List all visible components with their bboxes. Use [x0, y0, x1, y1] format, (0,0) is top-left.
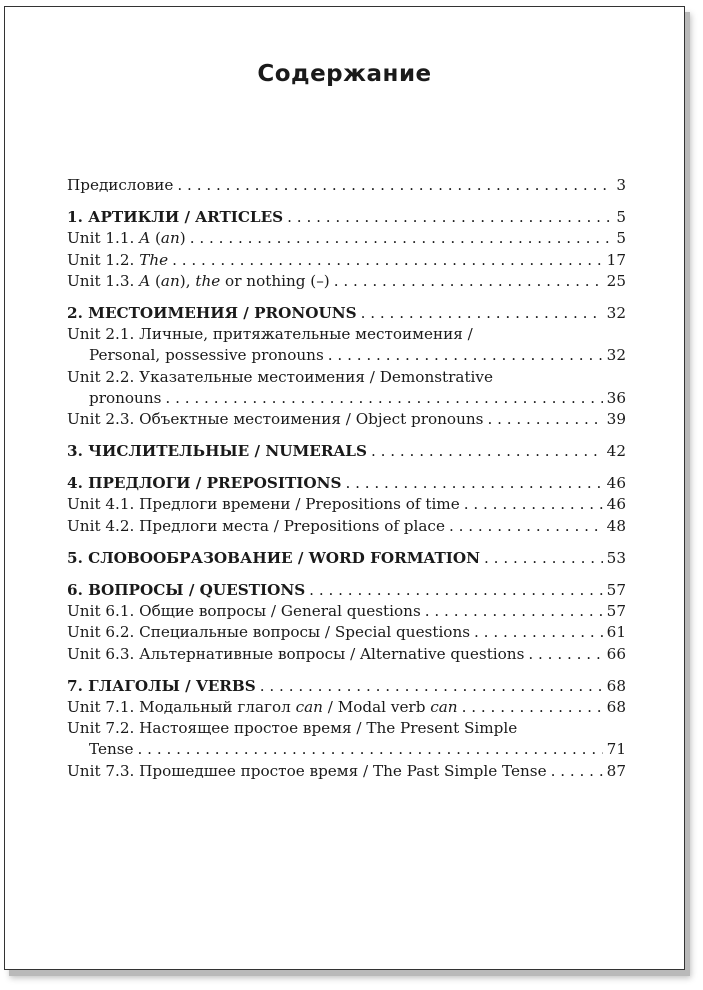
dot-leader	[165, 388, 602, 409]
toc-entry-continuation[interactable]	[67, 739, 626, 760]
toc-page-number: 3	[616, 176, 626, 194]
toc-chapter[interactable]	[67, 676, 626, 697]
toc-entry-label: Unit 1.2. The	[67, 250, 169, 269]
dot-leader	[484, 548, 603, 569]
toc-entry[interactable]	[67, 644, 626, 665]
toc-page-number: 57	[606, 602, 626, 621]
dot-leader	[260, 676, 603, 697]
toc-entry-label: Unit 2.2. Указательные местоимения / Demonstrative	[67, 367, 493, 386]
dot-leader	[474, 622, 603, 643]
toc-chapter-label: 7. ГЛАГОЛЫ / VERBS	[67, 676, 256, 695]
dot-leader	[190, 228, 613, 249]
toc-chapter-label: 1. АРТИКЛИ / ARTICLES	[67, 208, 284, 227]
toc-chapter[interactable]	[67, 441, 626, 462]
toc-entry-label: Unit 4.1. Предлоги времени / Prepositions of time	[67, 495, 460, 514]
toc-entry-line[interactable]	[67, 324, 626, 345]
dot-leader	[449, 516, 603, 537]
toc-page-number: 5	[616, 229, 626, 248]
toc-entry-label: Unit 6.2. Специальные вопросы / Special questions	[67, 623, 471, 642]
dot-leader	[462, 697, 603, 718]
toc-chapter-label: 2. МЕСТОИМЕНИЯ / PRONOUNS	[67, 303, 357, 322]
dot-leader	[328, 345, 603, 366]
toc-chapter-label: 6. ВОПРОСЫ / QUESTIONS	[67, 581, 306, 599]
toc-entry-continuation[interactable]	[67, 388, 626, 409]
toc-entry-label: Предисловие	[67, 176, 174, 194]
dot-leader	[551, 761, 603, 782]
toc-page-number: 39	[606, 409, 626, 428]
toc-entry-label: Unit 2.1. Личные, притяжательные местоимения /	[67, 325, 473, 344]
toc-page-number: 25	[606, 271, 626, 290]
dot-leader	[528, 644, 602, 665]
dot-leader	[172, 250, 603, 271]
toc-chapter[interactable]	[67, 303, 626, 324]
toc-entry[interactable]	[67, 409, 626, 430]
toc-page-number: 68	[606, 697, 626, 716]
toc-entry[interactable]	[67, 175, 626, 196]
dot-leader	[309, 580, 603, 601]
toc-entry[interactable]	[67, 697, 626, 718]
toc-entry-label: Unit 7.3. Прошедшее простое время / The Past Simple Tense	[67, 761, 547, 780]
toc-entry-continuation[interactable]	[67, 345, 626, 366]
toc-chapter[interactable]	[67, 473, 626, 494]
toc-page-number: 87	[606, 761, 626, 780]
toc-entry[interactable]	[67, 516, 626, 537]
toc-chapter[interactable]	[67, 207, 626, 228]
toc-entry[interactable]	[67, 271, 626, 292]
toc-entry-label-cont: pronouns	[89, 388, 162, 407]
toc-page-number: 46	[606, 474, 626, 493]
toc-entry[interactable]	[67, 250, 626, 271]
dot-leader	[138, 739, 603, 760]
dot-leader	[425, 601, 603, 622]
toc-chapter[interactable]	[67, 548, 626, 569]
toc-entry-label: Unit 7.1. Модальный глагол can / Modal verb can	[67, 697, 458, 716]
table-of-contents	[67, 175, 626, 782]
toc-chapter[interactable]	[67, 580, 626, 601]
toc-entry[interactable]	[67, 601, 626, 622]
toc-page-number: 53	[606, 548, 626, 567]
toc-entry-label: Unit 4.2. Предлоги места / Prepositions of place	[67, 516, 445, 535]
dot-leader	[287, 207, 612, 228]
dot-leader	[334, 271, 603, 292]
toc-page-number: 61	[606, 623, 626, 642]
toc-page-number: 17	[606, 250, 626, 269]
toc-page-number: 32	[606, 346, 626, 365]
toc-entry-label-cont: Tense	[89, 740, 134, 759]
toc-entry[interactable]	[67, 761, 626, 782]
toc-entry[interactable]	[67, 622, 626, 643]
toc-entry-line[interactable]	[67, 367, 626, 388]
toc-page-number: 32	[606, 303, 626, 322]
toc-entry-label: Unit 2.3. Объектные местоимения / Object pronouns	[67, 409, 484, 428]
page-title: Содержание	[257, 61, 432, 87]
toc-entry-label: Unit 7.2. Настоящее простое время / The Present Simple	[67, 719, 518, 738]
toc-page-number: 71	[606, 740, 626, 759]
toc-entry-label: Unit 1.3. A (an), the or nothing (–)	[67, 271, 330, 290]
dot-leader	[371, 441, 603, 462]
toc-page-number: 42	[606, 442, 626, 461]
toc-entry-label: Unit 6.1. Общие вопросы / General questions	[67, 602, 421, 621]
toc-page-number: 5	[616, 208, 626, 227]
toc-page-number: 57	[606, 581, 626, 599]
toc-entry[interactable]	[67, 228, 626, 249]
toc-entry-label: Unit 6.3. Альтернативные вопросы / Alternative questions	[67, 644, 525, 663]
toc-entry[interactable]	[67, 494, 626, 515]
dot-leader	[361, 303, 603, 324]
toc-page-number: 48	[606, 516, 626, 535]
toc-entry-label-cont: Personal, possessive pronouns	[89, 346, 324, 365]
dot-leader	[345, 473, 602, 494]
dot-leader	[487, 409, 602, 430]
dot-leader	[177, 175, 612, 196]
toc-entry-label: Unit 1.1. A (an)	[67, 229, 186, 248]
toc-page-number: 46	[606, 495, 626, 514]
toc-page-number: 36	[606, 388, 626, 407]
toc-chapter-label: 3. ЧИСЛИТЕЛЬНЫЕ / NUMERALS	[67, 442, 367, 461]
toc-chapter-label: 5. СЛОВООБРАЗОВАНИЕ / WORD FORMATION	[67, 548, 481, 567]
dot-leader	[464, 494, 603, 515]
toc-page-number: 66	[606, 644, 626, 663]
document-page	[4, 6, 685, 970]
toc-page-number: 68	[606, 676, 626, 695]
toc-entry-line[interactable]	[67, 718, 626, 739]
toc-chapter-label: 4. ПРЕДЛОГИ / PREPOSITIONS	[67, 474, 342, 493]
